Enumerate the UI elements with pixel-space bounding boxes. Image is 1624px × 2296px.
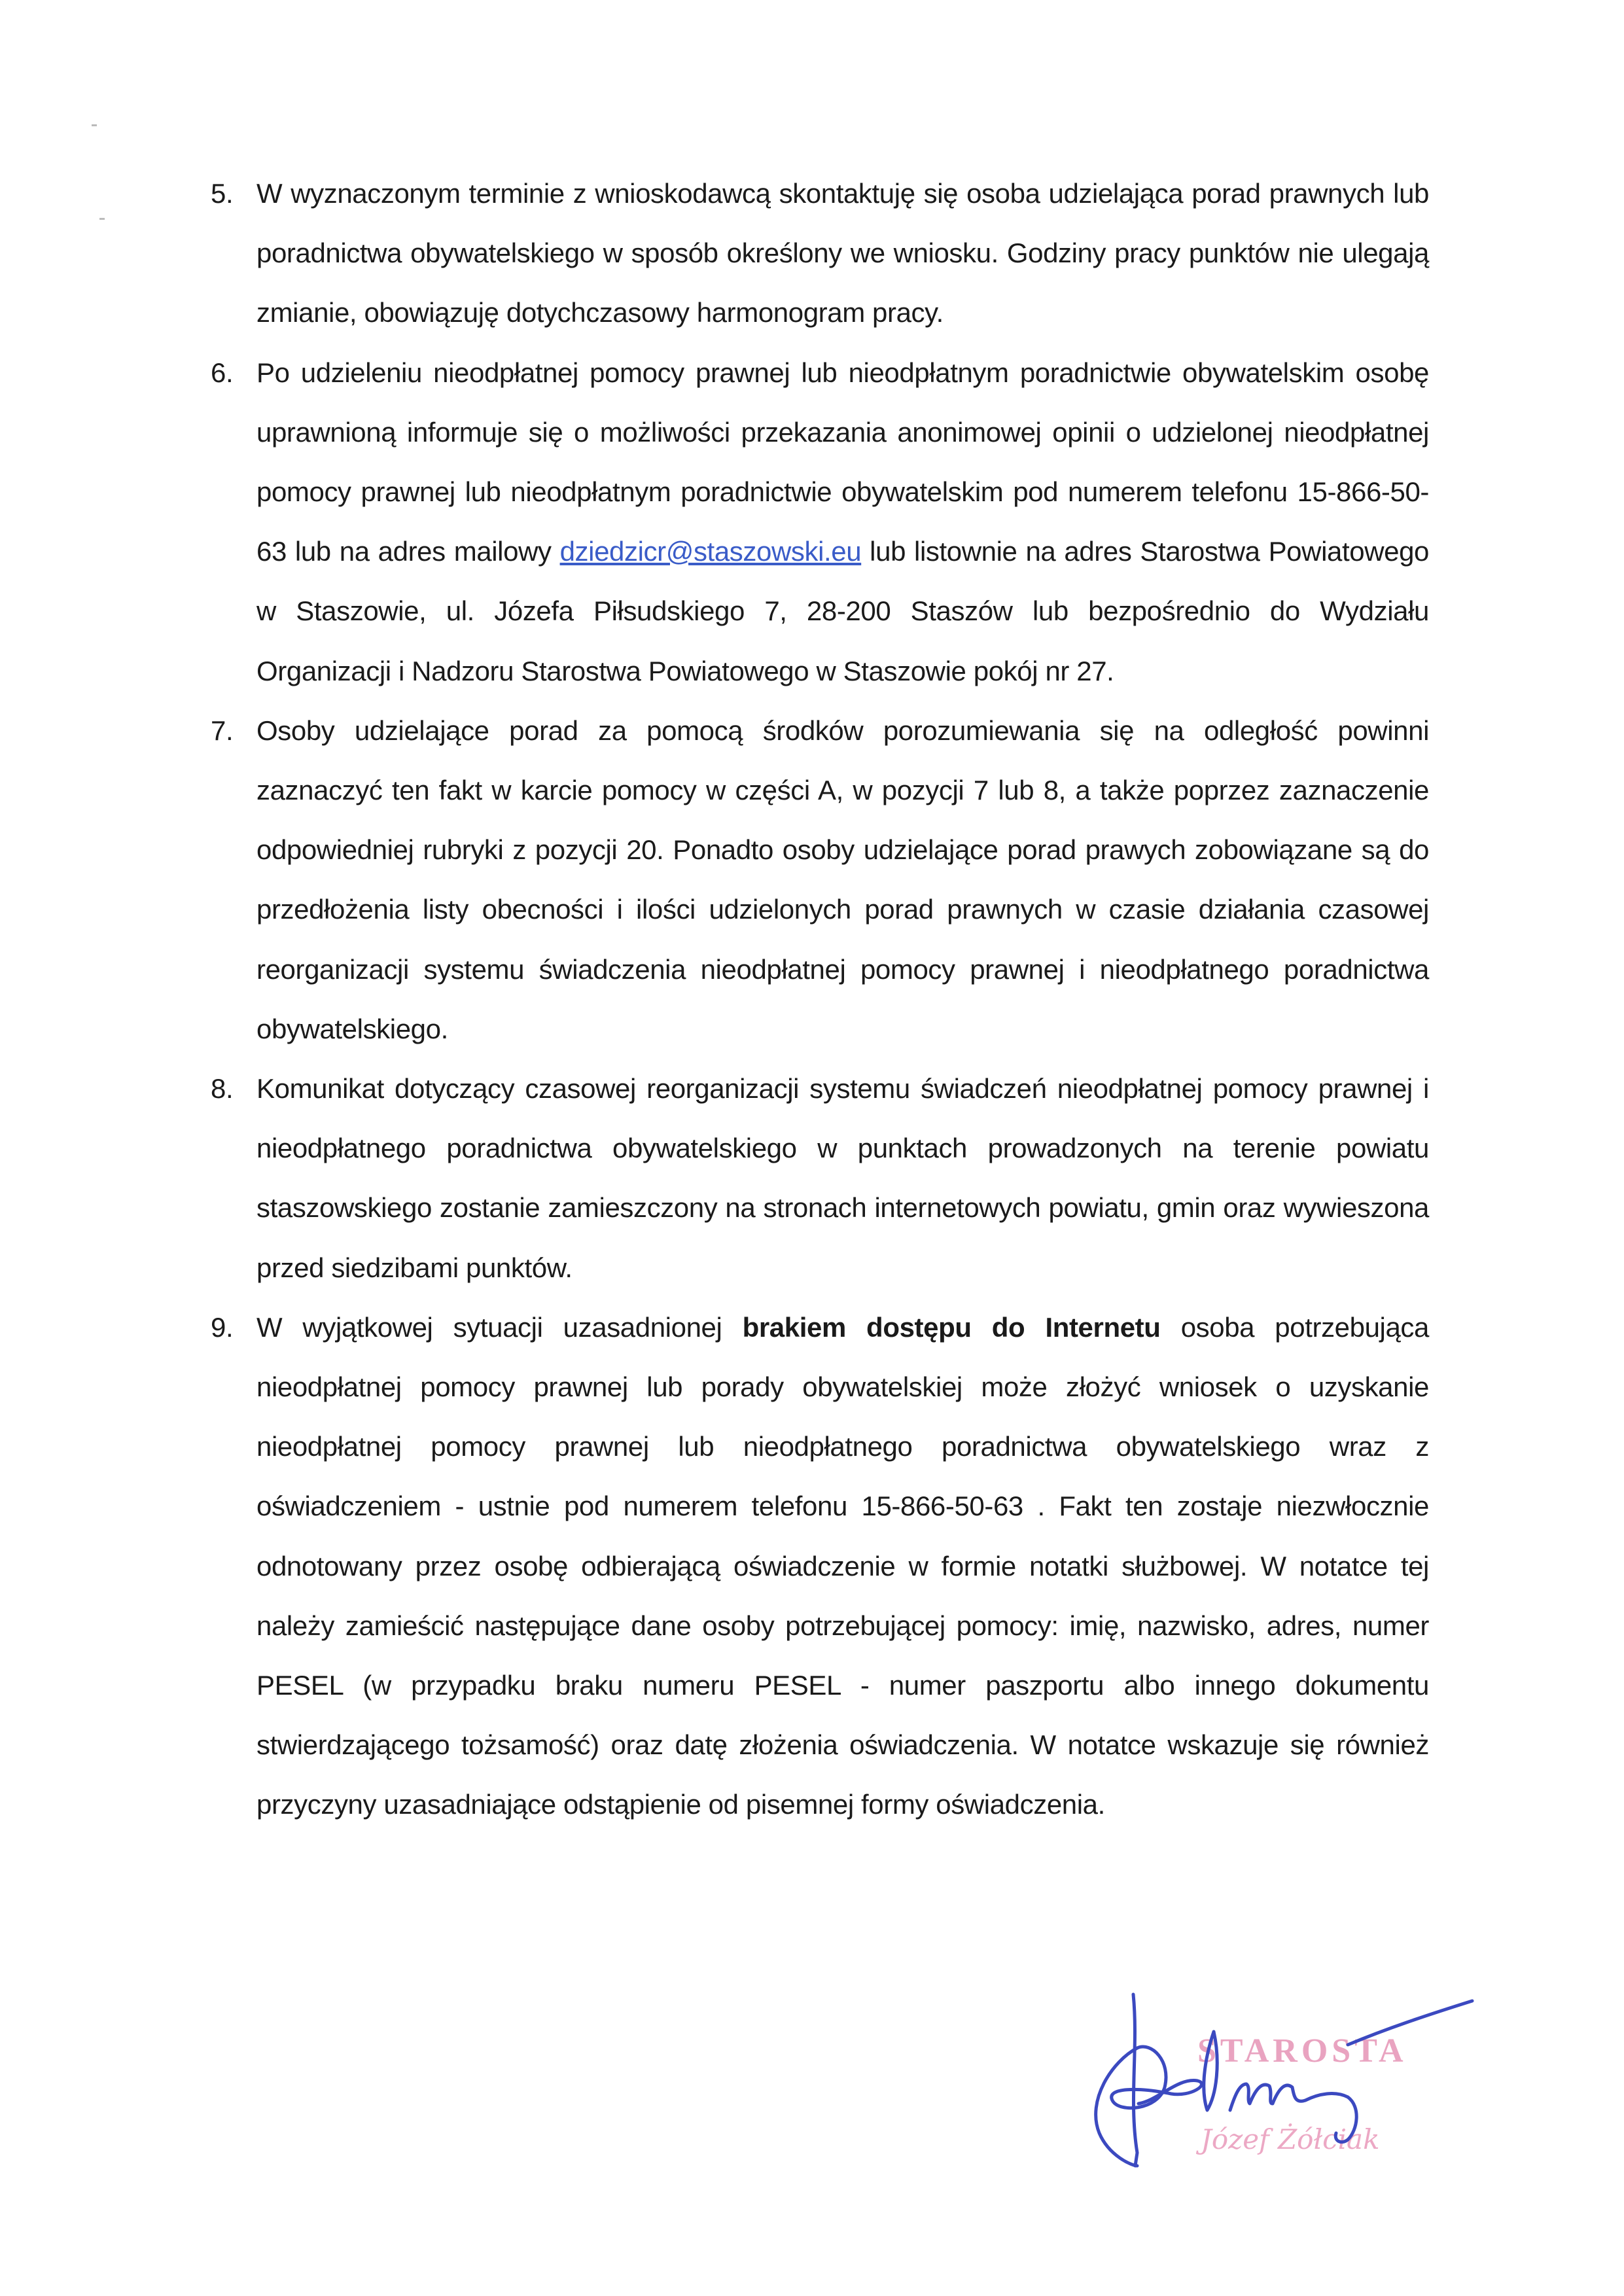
list-item-6 bbox=[211, 343, 1429, 701]
stamp-title: STAROSTA bbox=[1197, 2032, 1407, 2070]
item-bold-text: brakiem dostępu do Internetu bbox=[742, 1311, 1161, 1343]
item-number: 5. bbox=[211, 178, 234, 209]
list-item-7 bbox=[211, 701, 1429, 1059]
item-text: Po udzieleniu nieodpłatnej pomocy prawnej lub nieodpłatnym poradnictwie obywatelskim osobę uprawnioną informuje się o możliwości przekazania anonimowej opinii o udzielonej nieodpłatnej pomocy prawnej lub nieodpłatnym poradnictwie obywatelskim pod numerem telefonu 15-866-50-63 lub na adres mailowy bbox=[256, 357, 1429, 567]
numbered-list bbox=[211, 164, 1429, 1835]
list-item-9 bbox=[211, 1298, 1429, 1835]
email-link[interactable]: dziedzicr@staszowski.eu bbox=[559, 536, 862, 567]
item-text-continued: lub listownie na adres Starostwa Powiatowego w Staszowie, ul. Józefa Piłsudskiego 7, 28-200 Staszów lub bezpośrednio do Wydziału Organizacji i Nadzoru Starostwa Powiatowego w Staszowie pokój nr 27. bbox=[256, 536, 1429, 686]
scan-speck bbox=[99, 218, 105, 220]
signature-block bbox=[1060, 1969, 1505, 2179]
item-text: W wyznaczonym terminie z wnioskodawcą skontaktuję się osoba udzielająca porad prawnych lub poradnictwa obywatelskiego w sposób określony we wniosku. Godziny pracy punktów nie ulegają zmianie, obowiązuję dotychczasowy harmonogram pracy. bbox=[256, 178, 1429, 328]
item-text: W wyjątkowej sytuacji uzasadnionej bbox=[256, 1311, 743, 1343]
list-item-8 bbox=[211, 1059, 1429, 1298]
item-text: Osoby udzielające porad za pomocą środków porozumiewania się na odległość powinni zaznaczyć ten fakt w karcie pomocy w części A, w pozycji 7 lub 8, a także poprzez zaznaczenie odpowiedniej rubryki z pozycji 20. Ponadto osoby udzielające porad prawych zobowiązane są do przedłożenia listy obecności i ilości udzielonych porad prawnych w czasie działania czasowej reorganizacji systemu świadczenia nieodpłatnej pomocy prawnej i nieodpłatnego poradnictwa obywatelskiego. bbox=[256, 715, 1429, 1044]
item-number: 6. bbox=[211, 357, 234, 388]
item-number: 8. bbox=[211, 1073, 234, 1104]
list-item-5 bbox=[211, 164, 1429, 343]
item-number: 7. bbox=[211, 715, 234, 746]
item-number: 9. bbox=[211, 1311, 234, 1343]
handwritten-signature-icon bbox=[1060, 1969, 1505, 2179]
item-text-continued: osoba potrzebująca nieodpłatnej pomocy prawnej lub porady obywatelskiej może złożyć wniosek o uzyskanie nieodpłatnej pomocy prawnej lub nieodpłatnego poradnictwa obywatelskiego wraz z oświadczeniem - ustnie pod numerem telefonu 15-866-50-63 . Fakt ten zostaje niezwłocznie odnotowany przez osobę odbierającą oświadczenie w formie notatki służbowej. W notatce tej należy zamieścić następujące dane osoby potrzebującej pomocy: imię, nazwisko, adres, numer PESEL (w przypadku braku numeru PESEL - numer paszportu albo innego dokumentu stwierdzającego tożsamość) oraz datę złożenia oświadczenia. W notatce wskazuje się również przyczyny uzasadniające odstąpienie od pisemnej formy oświadczenia. bbox=[256, 1311, 1429, 1820]
item-text: Komunikat dotyczący czasowej reorganizacji systemu świadczeń nieodpłatnej pomocy prawnej i nieodpłatnego poradnictwa obywatelskiego w punktach prowadzonych na terenie powiatu staszowskiego zostanie zamieszczony na stronach internetowych powiatu, gmin oraz wywieszona przed siedzibami punktów. bbox=[256, 1073, 1429, 1283]
scan-speck bbox=[92, 124, 97, 126]
stamp-name: Józef Żółciak bbox=[1201, 2123, 1380, 2155]
